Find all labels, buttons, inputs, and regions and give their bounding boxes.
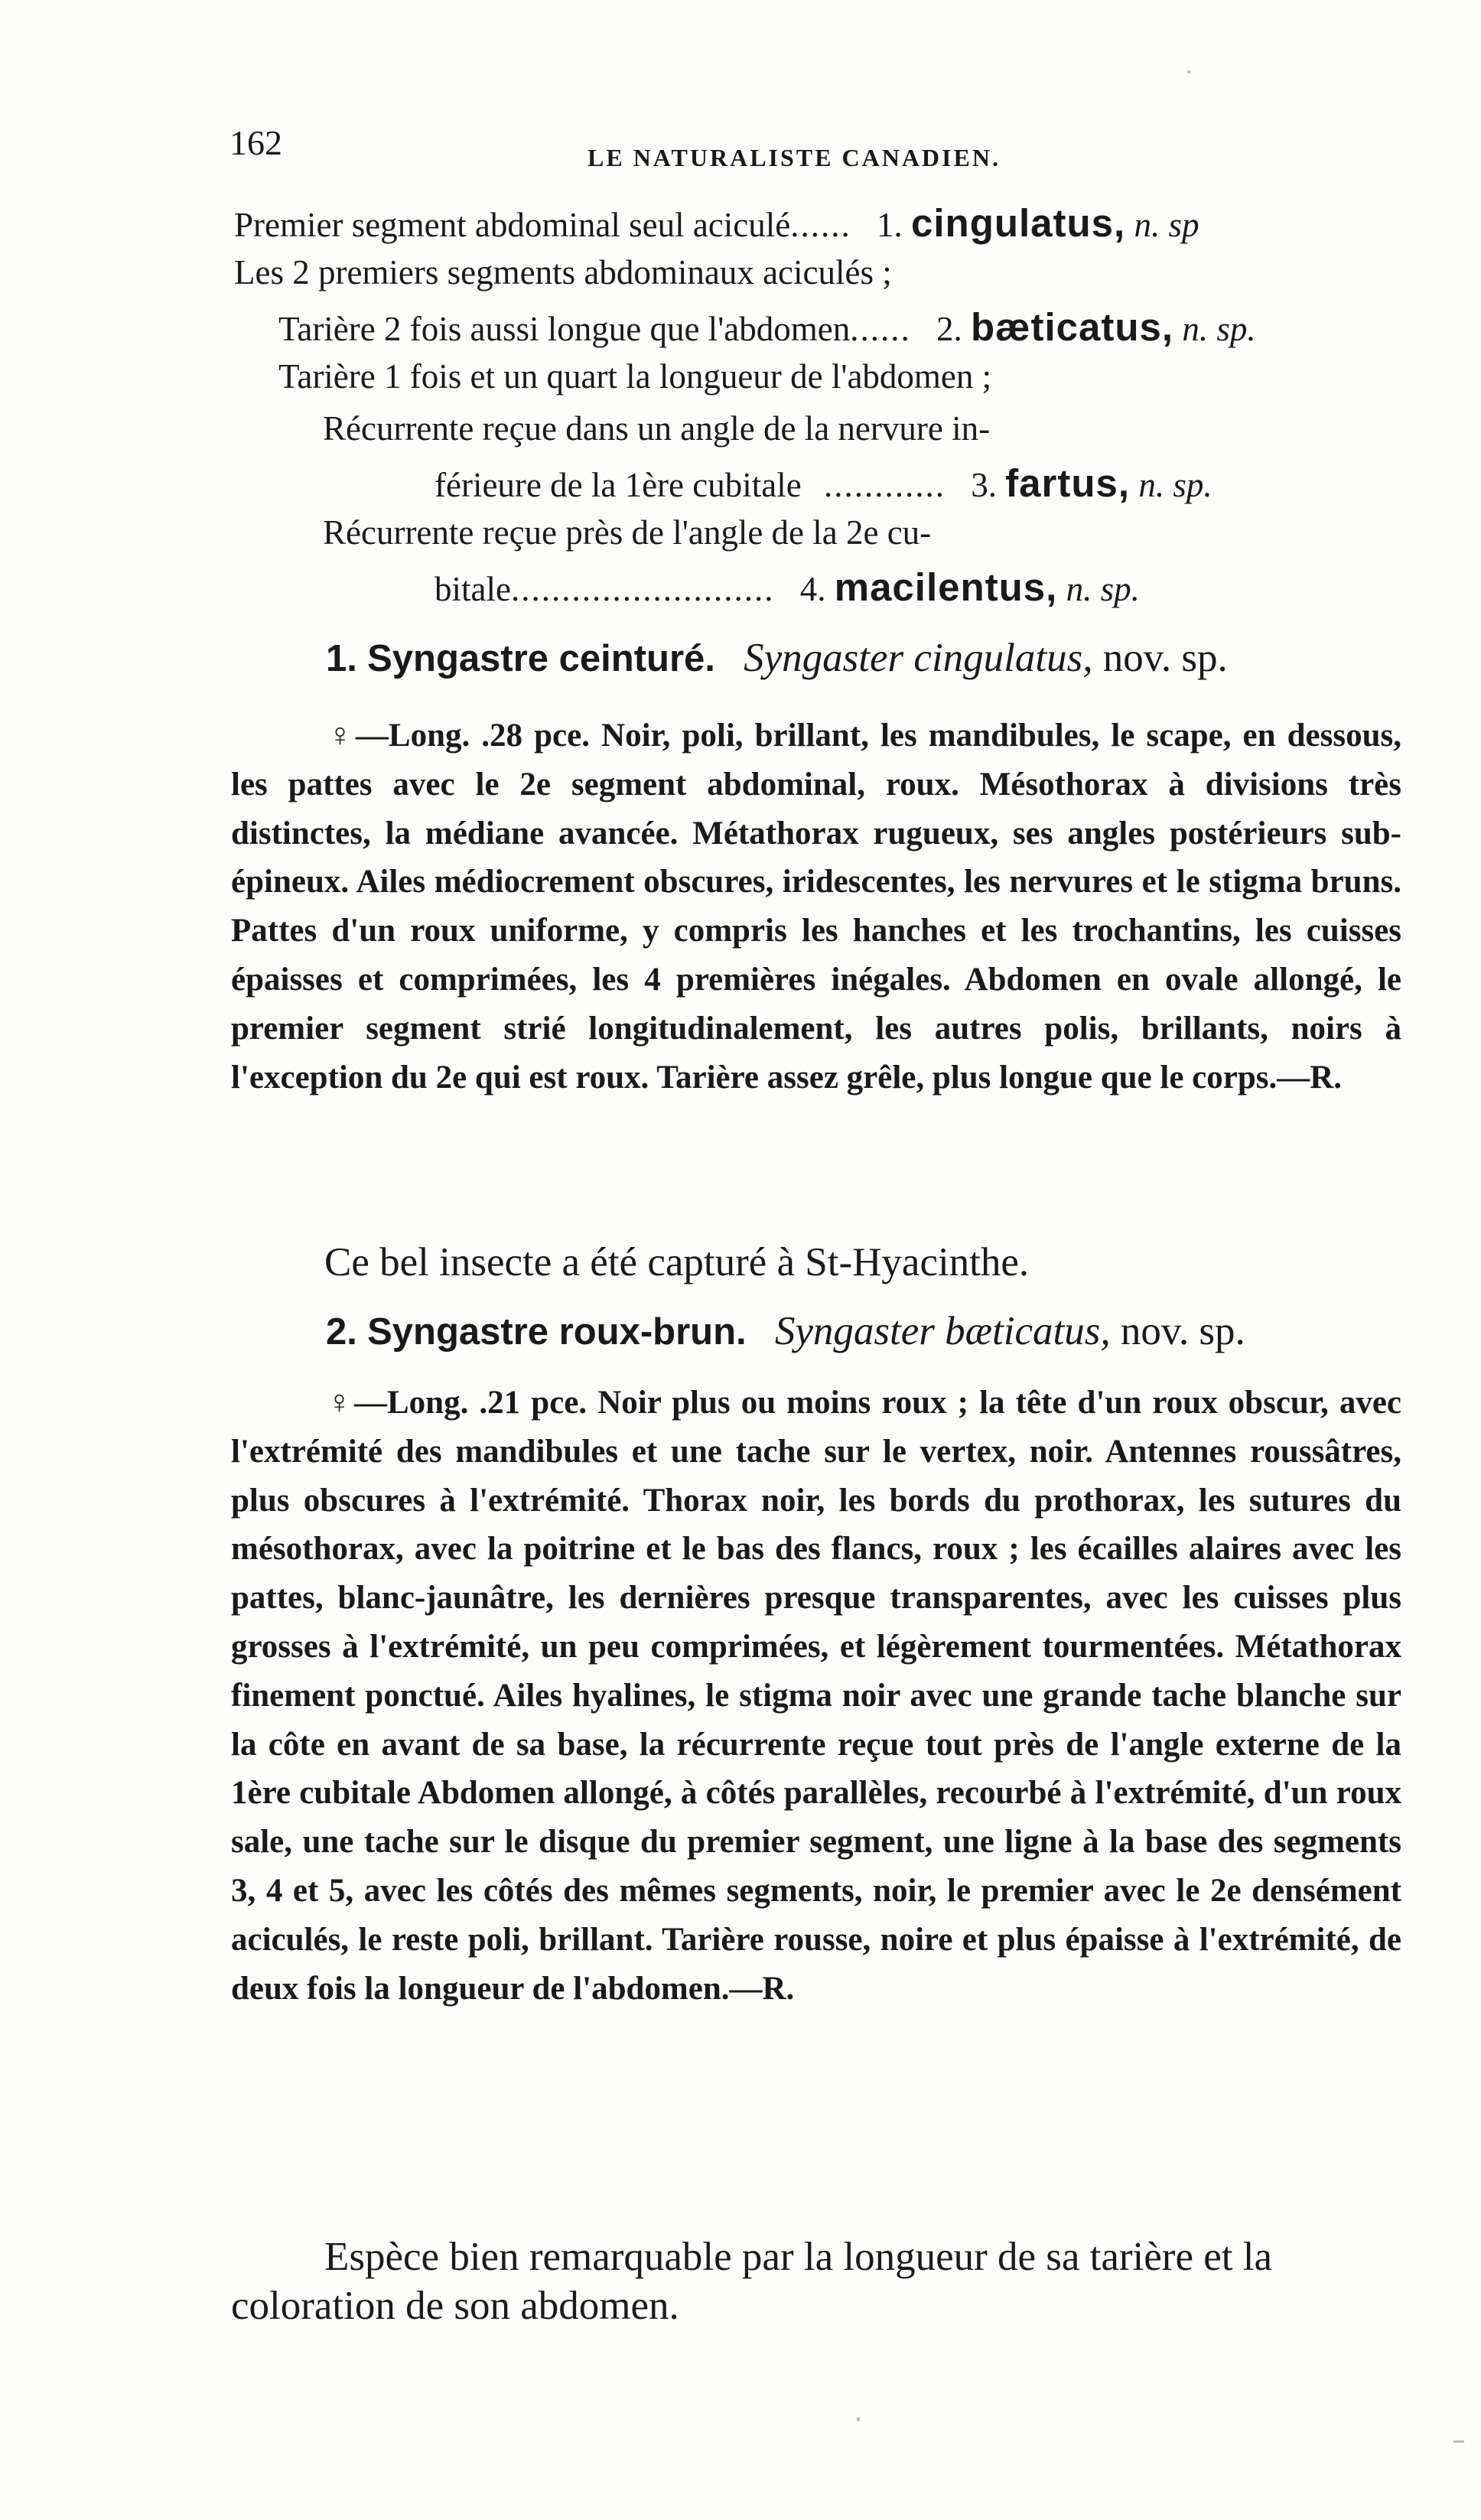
- key-line-1: Premier segment abdominal seul aciculé...... 1. cingulatus, n. sp: [234, 201, 1199, 245]
- paper-speck: [1453, 2440, 1464, 2443]
- species-name: macilentus,: [834, 565, 1058, 609]
- paper-speck: [1187, 70, 1190, 73]
- key-line-7: Récurrente reçue près de l'angle de la 2e cu-: [323, 513, 932, 552]
- species-1-heading: 1. Syngastre ceinturé. Syngaster cingulatus, nov. sp.: [326, 636, 1228, 680]
- key-line-3: Tarière 2 fois aussi longue que l'abdomen...... 2. bæticatus, n. sp.: [278, 305, 1256, 349]
- species-2-description: ♀—Long. .21 pce. Noir plus ou moins roux ; la tête d'un roux obscur, avec l'extrémité des mandibules et une tache sur le vertex, noir. Antennes roussâtres, plus obscures à l'extrémité. Thorax noir, les bords du prothorax, les sutures du mésothorax, avec la poitrine et le bas des flancs, roux ; les écailles alaires avec les pattes, blanc-jaunâtre, les dernières presque transparentes, avec les cuisses plus grosses à l'extrémité, un peu comprimées, et légèrement tourmentées. Métathorax finement ponctué. Ailes hyalines, le stigma noir avec une grande tache blanche sur la côte en avant de sa base, la récurrente reçue tout près de l'angle externe de la 1ère cubitale Abdomen allongé, à côtés parallèles, recourbé à l'extrémité, d'un roux sale, une tache sur le disque du premier segment, une ligne à la base des segments 3, 4 et 5, avec les côtés des mêmes segments, noir, le premier avec le 2e densément aciculés, le reste poli, brillant. Tarière rousse, noire et plus épaisse à l'extrémité, de deux fois la longueur de l'abdomen.—R.: [231, 1385, 1401, 2007]
- species-name: cingulatus,: [911, 201, 1126, 245]
- key-line-5: Récurrente reçue dans un angle de la nervure in-: [323, 409, 991, 448]
- species-2-heading: 2. Syngastre roux-brun. Syngaster bæticatus, nov. sp.: [326, 1309, 1245, 1353]
- page-number: 162: [229, 123, 282, 162]
- key-line-2: Les 2 premiers segments abdominaux aciculés ;: [234, 253, 892, 291]
- key-line-4: Tarière 1 fois et un quart la longueur de l'abdomen ;: [278, 357, 992, 396]
- species-name: fartus,: [1005, 461, 1131, 505]
- running-title: LE NATURALISTE CANADIEN.: [588, 144, 1001, 171]
- key-line-8: bitale.......................... 4. macilentus, n. sp.: [435, 565, 1140, 609]
- species-2-remark: Espèce bien remarquable par la longueur de sa tarière et la coloration de son abdomen.: [231, 2235, 1272, 2328]
- key-line-6: férieure de la 1ère cubitale ............ 3. fartus, n. sp.: [435, 461, 1212, 505]
- species-name: bæticatus,: [971, 305, 1174, 349]
- paper-speck: [857, 2417, 860, 2421]
- species-1-remark: Ce bel insecte a été capturé à St-Hyacinthe.: [324, 1240, 1030, 1284]
- species-1-description: ♀—Long. .28 pce. Noir, poli, brillant, les mandibules, le scape, en dessous, les pattes avec le 2e segment abdominal, roux. Mésothorax à divisions très distinctes, la médiane avancée. Métathorax rugueux, ses angles postérieurs sub-épineux. Ailes médiocrement obscures, iridescentes, les nervures et le stigma bruns. Pattes d'un roux uniforme, y compris les hanches et les trochantins, les cuisses épaisses et comprimées, les 4 premières inégales. Abdomen en ovale allongé, le premier segment strié longitudinalement, les autres polis, brillants, noirs à l'exception du 2e qui est roux. Tarière assez grêle, plus longue que le corps.—R.: [231, 718, 1401, 1096]
